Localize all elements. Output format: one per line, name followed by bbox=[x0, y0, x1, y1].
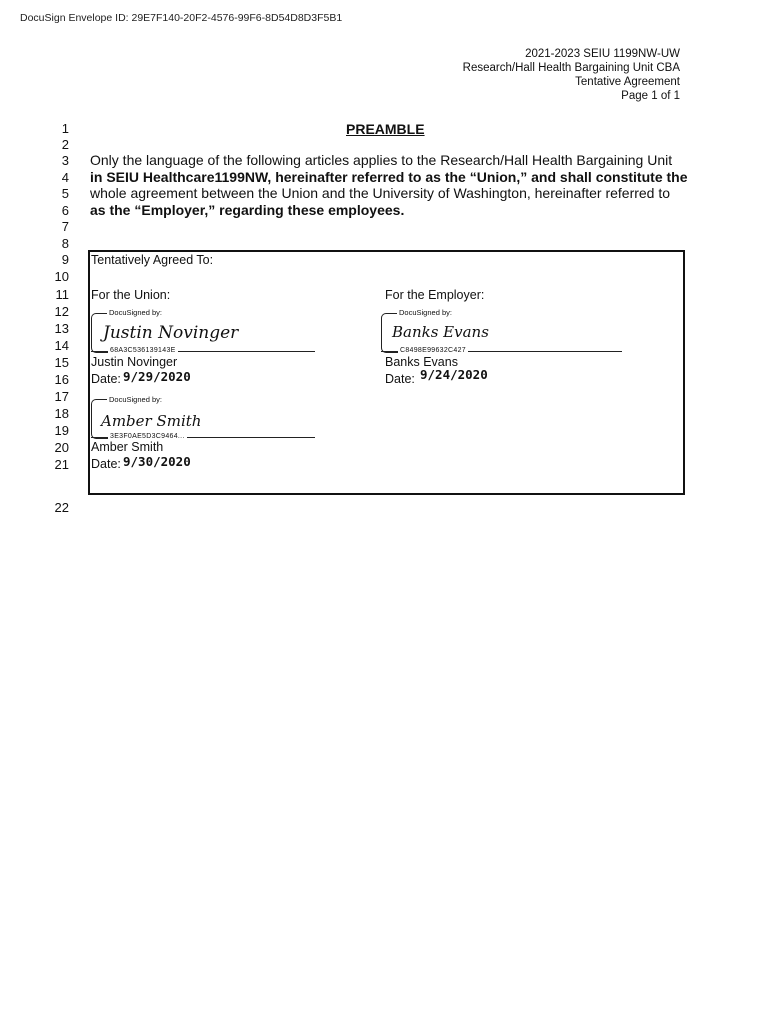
paragraph-line: Only the language of the following articles applies to the Research/Hall Health Bargaining Unit bbox=[90, 152, 673, 168]
envelope-id: DocuSign Envelope ID: 29E7F140-20F2-4576-99F6-8D54D8D3F5B1 bbox=[20, 12, 343, 24]
line-number: 17 bbox=[54, 389, 69, 404]
line-number: 16 bbox=[54, 372, 69, 387]
signature-date: 9/29/2020 bbox=[123, 369, 191, 384]
line-number: 14 bbox=[54, 338, 69, 353]
docusign-id: C8498E99632C427 bbox=[400, 347, 466, 354]
signature-image: Banks Evans bbox=[392, 323, 489, 341]
page-title: PREAMBLE bbox=[346, 121, 425, 137]
docusigned-by-label: DocuSigned by: bbox=[109, 395, 162, 404]
line-number: 13 bbox=[54, 321, 69, 336]
signer-name: Amber Smith bbox=[91, 440, 164, 454]
paragraph-line: whole agreement between the Union and the University of Washington, hereinafter referred to bbox=[90, 185, 671, 201]
signer-name: Justin Novinger bbox=[91, 355, 178, 369]
line-number: 6 bbox=[61, 203, 69, 218]
line-number: 5 bbox=[61, 186, 69, 201]
line-number: 18 bbox=[54, 406, 69, 421]
line-number: 19 bbox=[54, 423, 69, 438]
signature-date: 9/30/2020 bbox=[123, 454, 191, 469]
line-number: 2 bbox=[61, 137, 69, 152]
signer-name: Banks Evans bbox=[385, 355, 458, 369]
docusigned-by-label: DocuSigned by: bbox=[109, 308, 162, 317]
date-label: Date: bbox=[91, 372, 121, 386]
line-number: 7 bbox=[61, 219, 69, 234]
signature-date: 9/24/2020 bbox=[420, 367, 488, 382]
agreement-heading: Tentatively Agreed To: bbox=[91, 253, 214, 267]
line-number: 3 bbox=[61, 153, 69, 168]
line-number: 9 bbox=[61, 252, 69, 267]
line-number: 8 bbox=[61, 236, 69, 251]
docusign-id: 3E3F0AE5D3C9464... bbox=[110, 433, 185, 440]
line-number: 21 bbox=[54, 457, 69, 472]
line-number: 22 bbox=[54, 500, 69, 515]
docusigned-by-label: DocuSigned by: bbox=[399, 308, 452, 317]
date-label: Date: bbox=[91, 457, 121, 471]
line-number: 12 bbox=[54, 304, 69, 319]
line-number: 1 bbox=[61, 121, 69, 136]
line-number: 20 bbox=[54, 440, 69, 455]
signature-image: Amber Smith bbox=[101, 412, 202, 430]
paragraph-line: in SEIU Healthcare1199NW, hereinafter referred to as the “Union,” and shall constitute the bbox=[90, 169, 688, 185]
date-label: Date: bbox=[385, 372, 415, 386]
header-contract-title: 2021-2023 SEIU 1199NW-UW bbox=[525, 48, 680, 60]
signature-image: Justin Novinger bbox=[103, 323, 239, 343]
paragraph-line: as the “Employer,” regarding these employees. bbox=[90, 202, 405, 218]
line-number: 10 bbox=[54, 269, 69, 284]
line-number: 15 bbox=[54, 355, 69, 370]
line-number: 11 bbox=[55, 287, 69, 302]
header-doc-type: Tentative Agreement bbox=[575, 76, 680, 88]
union-label: For the Union: bbox=[91, 288, 171, 302]
header-unit: Research/Hall Health Bargaining Unit CBA bbox=[462, 62, 680, 74]
employer-label: For the Employer: bbox=[385, 288, 485, 302]
header-page-number: Page 1 of 1 bbox=[621, 90, 680, 102]
docusign-id: 68A3C536139143E bbox=[110, 347, 176, 354]
line-number: 4 bbox=[61, 170, 69, 185]
